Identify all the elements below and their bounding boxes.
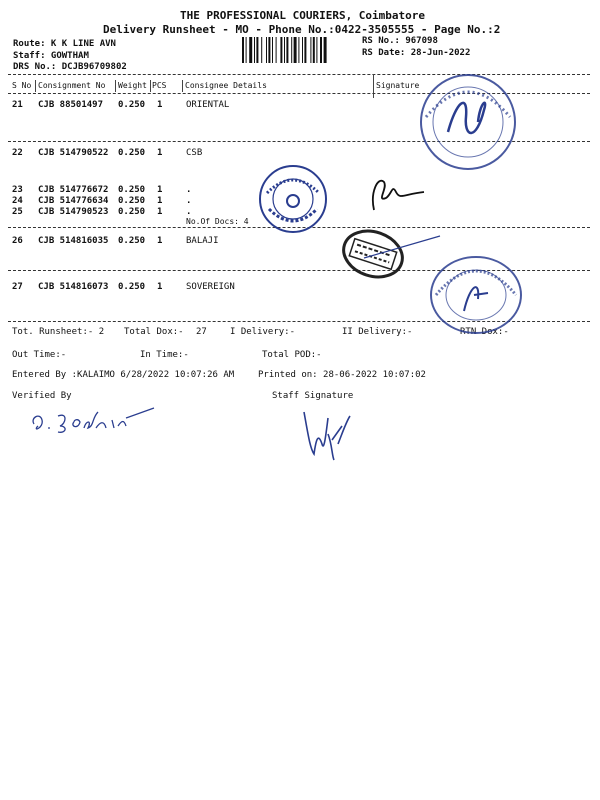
barcode-bar xyxy=(294,37,297,63)
column-header-signature: Signature xyxy=(376,81,420,90)
barcode-bar xyxy=(316,37,317,63)
cell-weight: 0.250 xyxy=(118,207,146,217)
pen-stroke xyxy=(362,232,442,262)
cell-consignment: CJB 514790522 xyxy=(38,148,109,158)
cell-weight: 0.250 xyxy=(118,236,146,246)
company-round-stamp xyxy=(428,255,524,335)
barcode-bar xyxy=(284,37,285,63)
bank-seal-stamp xyxy=(257,163,329,235)
cell-weight: 0.250 xyxy=(118,196,146,206)
barcode-bar xyxy=(272,37,273,63)
barcode-bar xyxy=(268,37,270,63)
cell-pcs: 1 xyxy=(157,100,163,110)
barcode-bar xyxy=(254,37,255,63)
barcode-bar xyxy=(298,37,299,63)
i-delivery: I Delivery:- xyxy=(230,327,296,337)
cell-weight: 0.250 xyxy=(118,148,146,158)
verified-by-label: Verified By xyxy=(12,391,72,401)
cell-sno: 27 xyxy=(12,282,23,292)
column-divider xyxy=(182,80,183,92)
cell-consignee: . xyxy=(186,207,192,217)
barcode-bar xyxy=(249,37,252,63)
rs-number: RS No.: 967098 xyxy=(362,36,438,46)
staff-signature xyxy=(298,404,358,464)
barcode-bar xyxy=(276,37,277,63)
barcode xyxy=(242,37,352,63)
cell-sno: 24 xyxy=(12,196,23,206)
total-pod: Total POD:- xyxy=(262,350,322,360)
barcode-bar xyxy=(266,37,267,63)
cell-pcs: 1 xyxy=(157,148,163,158)
cell-consignee: . xyxy=(186,185,192,195)
column-divider xyxy=(35,80,36,92)
cell-consignment: CJB 514776634 xyxy=(38,196,109,206)
column-divider xyxy=(150,80,151,92)
ii-delivery: II Delivery:- xyxy=(342,327,413,337)
column-header-pcs: PCS xyxy=(152,81,167,90)
column-header-consignee: Consignee Details xyxy=(185,81,267,90)
no-of-docs: No.Of Docs: 4 xyxy=(186,217,249,226)
cell-weight: 0.250 xyxy=(118,282,146,292)
runsheet-subtitle: Delivery Runsheet - MO - Phone No.:0422-3505555 - Page No.:2 xyxy=(103,23,501,36)
printed-on: Printed on: 28-06-2022 10:07:02 xyxy=(258,370,426,380)
rs-date: RS Date: 28-Jun-2022 xyxy=(362,48,471,58)
cell-consignment: CJB 514816035 xyxy=(38,236,109,246)
cell-pcs: 1 xyxy=(157,207,163,217)
cell-pcs: 1 xyxy=(157,196,163,206)
column-header-weight: Weight xyxy=(118,81,147,90)
staff-signature-label: Staff Signature xyxy=(272,391,354,401)
total-dox-label: Total Dox:- xyxy=(124,327,184,337)
cell-consignment: CJB 514776672 xyxy=(38,185,109,195)
cell-weight: 0.250 xyxy=(118,185,146,195)
handwritten-signature xyxy=(364,172,434,212)
cell-sno: 22 xyxy=(12,148,23,158)
cell-pcs: 1 xyxy=(157,185,163,195)
route-label: Route: K K LINE AVN xyxy=(13,39,116,49)
in-time: In Time:- xyxy=(140,350,189,360)
barcode-bar xyxy=(313,37,315,63)
cell-pcs: 1 xyxy=(157,282,163,292)
rtn-dox: RTN Dox:- xyxy=(460,327,509,337)
barcode-bar xyxy=(310,37,311,63)
column-header-sno: S No xyxy=(12,81,32,90)
barcode-bar xyxy=(242,37,244,63)
cell-consignee: BALAJI xyxy=(186,236,219,246)
cell-sno: 23 xyxy=(12,185,23,195)
staff-label: Staff: GOWTHAM xyxy=(13,51,89,61)
cell-sno: 21 xyxy=(12,100,23,110)
total-dox-value: 27 xyxy=(196,327,207,337)
cell-weight: 0.250 xyxy=(118,100,146,110)
verified-signature xyxy=(28,398,158,438)
barcode-bar xyxy=(291,37,292,63)
barcode-bar xyxy=(246,37,247,63)
barcode-bar xyxy=(280,37,282,63)
cell-consignment: CJB 88501497 xyxy=(38,100,104,110)
cell-consignee: CSB xyxy=(186,148,203,158)
column-divider xyxy=(373,74,374,98)
barcode-bar xyxy=(304,37,306,63)
cell-consignee: ORIENTAL xyxy=(186,100,230,110)
column-divider xyxy=(115,80,116,92)
barcode-bar xyxy=(302,37,303,63)
barcode-bar xyxy=(320,37,322,63)
cell-consignee: SOVEREIGN xyxy=(186,282,235,292)
cell-pcs: 1 xyxy=(157,236,163,246)
barcode-bar xyxy=(286,37,288,63)
cell-consignment: CJB 514790523 xyxy=(38,207,109,217)
barcode-bar xyxy=(256,37,258,63)
barcode-bar xyxy=(261,37,262,63)
cell-sno: 25 xyxy=(12,207,23,217)
entered-by: Entered By :KALAIMO 6/28/2022 10:07:26 AM xyxy=(12,370,235,380)
company-title: THE PROFESSIONAL COURIERS, Coimbatore xyxy=(180,9,426,22)
total-runsheet: Tot. Runsheet:- 2 xyxy=(12,327,105,337)
cell-sno: 26 xyxy=(12,236,23,246)
out-time: Out Time:- xyxy=(12,350,67,360)
column-header-consignment: Consignment No xyxy=(38,81,106,90)
cell-consignee: . xyxy=(186,196,192,206)
cell-consignment: CJB 514816073 xyxy=(38,282,109,292)
barcode-bar xyxy=(324,37,327,63)
drs-label: DRS No.: DCJB96709802 xyxy=(13,62,127,72)
signature-round-stamp xyxy=(418,72,518,172)
